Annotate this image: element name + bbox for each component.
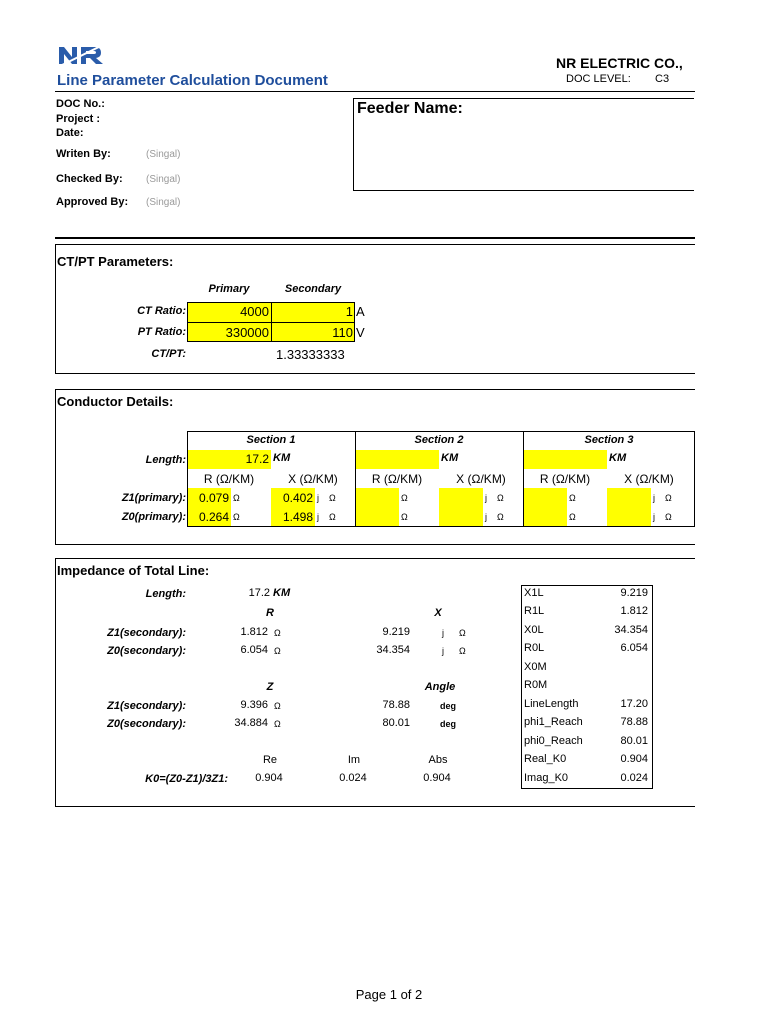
section-3-z0-r-ohm: Ω bbox=[569, 512, 576, 522]
angle-column-header: Angle bbox=[424, 681, 456, 693]
z1-angle-deg: deg bbox=[440, 701, 457, 711]
section-3-x-highlight bbox=[607, 488, 651, 526]
section-1-z0-j: j bbox=[317, 512, 319, 522]
z0-magnitude-ohm: Ω bbox=[274, 719, 281, 729]
approved-by-label: Approved By: bbox=[56, 196, 129, 208]
z1-primary-label: Z1(primary): bbox=[121, 492, 186, 504]
doc-level-label: DOC LEVEL: bbox=[566, 73, 631, 85]
impedance-section-title: Impedance of Total Line: bbox=[57, 563, 210, 578]
summary-row-x1l-value: 9.219 bbox=[620, 587, 648, 599]
z0-secondary-r-ohm: Ω bbox=[274, 646, 281, 656]
z0-angle-deg: deg bbox=[440, 719, 457, 729]
ctpt-grid-h bbox=[187, 322, 355, 323]
cond-grid-v1 bbox=[187, 431, 188, 527]
approved-by-value: (Singal) bbox=[146, 197, 181, 208]
checked-by-value: (Singal) bbox=[146, 174, 181, 185]
section-2-r-highlight bbox=[355, 488, 399, 526]
summary-row-realk0-name: Real_K0 bbox=[524, 753, 567, 765]
section-2-block bbox=[355, 431, 523, 527]
abs-header: Abs bbox=[428, 754, 448, 766]
z1-angle: 78.88 bbox=[382, 699, 410, 711]
section-1-z0-x-ohm: Ω bbox=[329, 512, 336, 522]
z0-secondary-label: Z0(secondary): bbox=[107, 645, 186, 657]
section-2-z1-r-ohm: Ω bbox=[401, 493, 408, 503]
cond-grid-top bbox=[187, 431, 695, 432]
k0-abs: 0.904 bbox=[423, 772, 451, 784]
section-2-z0-r-ohm: Ω bbox=[401, 512, 408, 522]
summary-row-r1l-name: R1L bbox=[524, 605, 545, 617]
summary-row-phi0-value: 80.01 bbox=[620, 735, 648, 747]
section-3-header: Section 3 bbox=[584, 434, 634, 446]
section-1-header: Section 1 bbox=[246, 434, 296, 446]
section-2-z1-x-ohm: Ω bbox=[497, 493, 504, 503]
z1-secondary-r-ohm: Ω bbox=[274, 628, 281, 638]
z0-secondary-r: 6.054 bbox=[240, 644, 268, 656]
z0-magnitude: 34.884 bbox=[234, 717, 268, 729]
ctpt-secondary-header: Secondary bbox=[284, 283, 342, 295]
total-length-km: KM bbox=[273, 587, 291, 599]
ctpt-grid-right bbox=[354, 302, 355, 342]
section-1-km: KM bbox=[273, 452, 291, 464]
summary-row-x1l-name: X1L bbox=[524, 587, 544, 599]
section-1-z1-r[interactable]: 0.079 bbox=[198, 491, 229, 505]
section-1-block bbox=[187, 431, 355, 527]
ct-unit: A bbox=[356, 304, 365, 319]
section-1-z1-r-ohm: Ω bbox=[233, 493, 240, 503]
section-1-z1-x[interactable]: 0.402 bbox=[282, 491, 313, 505]
section-2-r-header: R (Ω/KM) bbox=[371, 472, 423, 486]
ct-secondary-value[interactable]: 1 bbox=[345, 304, 353, 319]
pt-primary-value[interactable]: 330000 bbox=[225, 325, 269, 340]
cond-grid-bottom bbox=[187, 526, 695, 527]
z1-secondary-label: Z1(secondary): bbox=[107, 627, 186, 639]
re-header: Re bbox=[262, 754, 278, 766]
z1-secondary-j: j bbox=[442, 628, 444, 638]
ctpt-grid-top bbox=[187, 302, 355, 303]
z1-secondary-r: 1.812 bbox=[240, 626, 268, 638]
section-3-length-highlight bbox=[523, 450, 607, 469]
section-1-r-header: R (Ω/KM) bbox=[203, 472, 255, 486]
section-2-header: Section 2 bbox=[414, 434, 464, 446]
z0-secondary-j: j bbox=[442, 646, 444, 656]
summary-row-realk0-value: 0.904 bbox=[620, 753, 648, 765]
section-3-z1-r-ohm: Ω bbox=[569, 493, 576, 503]
checked-by-label: Checked By: bbox=[56, 173, 123, 185]
conductor-section-title: Conductor Details: bbox=[57, 394, 174, 409]
z0-secondary-label-2: Z0(secondary): bbox=[107, 718, 186, 730]
ctpt-section-title: CT/PT Parameters: bbox=[57, 254, 174, 269]
section-1-z0-r[interactable]: 0.264 bbox=[198, 510, 229, 524]
section-2-z0-x-ohm: Ω bbox=[497, 512, 504, 522]
section-3-z0-x-ohm: Ω bbox=[665, 512, 672, 522]
section-3-block bbox=[523, 431, 695, 527]
summary-row-phi1-name: phi1_Reach bbox=[524, 716, 583, 728]
section-2-x-header: X (Ω/KM) bbox=[456, 472, 506, 486]
z1-magnitude-ohm: Ω bbox=[274, 701, 281, 711]
summary-row-x0l-value: 34.354 bbox=[614, 624, 648, 636]
ct-primary-value[interactable]: 4000 bbox=[240, 304, 269, 319]
project-label: Project : bbox=[56, 113, 101, 125]
x-column-header: X bbox=[434, 607, 442, 619]
summary-row-r0m-name: R0M bbox=[524, 679, 548, 691]
company-logo bbox=[57, 44, 107, 66]
summary-row-x0m-name: X0M bbox=[524, 661, 547, 673]
date-label: Date: bbox=[56, 127, 84, 139]
z0-primary-label: Z0(primary): bbox=[121, 511, 186, 523]
z1-secondary-x: 9.219 bbox=[382, 626, 410, 638]
ctpt-primary-header: Primary bbox=[208, 283, 250, 295]
summary-row-linelength-value: 17.20 bbox=[620, 698, 648, 710]
conductor-length-label: Length: bbox=[145, 454, 186, 466]
z0-angle: 80.01 bbox=[382, 717, 410, 729]
section-2-z0-j: j bbox=[485, 512, 487, 522]
summary-row-imagk0-name: Imag_K0 bbox=[524, 772, 569, 784]
ctpt-grid-bottom bbox=[187, 341, 355, 342]
summary-row-x0l-name: X0L bbox=[524, 624, 544, 636]
section-1-z1-j: j bbox=[317, 493, 319, 503]
section-3-r-header: R (Ω/KM) bbox=[539, 472, 591, 486]
company-name: NR ELECTRIC CO., bbox=[556, 55, 683, 71]
k0-real: 0.904 bbox=[255, 772, 283, 784]
pt-secondary-value[interactable]: 110 bbox=[332, 325, 353, 340]
cond-grid-v3 bbox=[523, 431, 524, 527]
summary-row-phi1-value: 78.88 bbox=[620, 716, 648, 728]
ctpt-ratio-value: 1.33333333 bbox=[276, 347, 345, 362]
summary-row-r1l-value: 1.812 bbox=[620, 605, 648, 617]
document-title: Line Parameter Calculation Document bbox=[57, 72, 328, 89]
z1-secondary-x-ohm: Ω bbox=[459, 628, 466, 638]
summary-row-r0l-name: R0L bbox=[524, 642, 545, 654]
k0-imag: 0.024 bbox=[339, 772, 367, 784]
section-3-km: KM bbox=[609, 452, 627, 464]
summary-row-r0l-value: 6.054 bbox=[620, 642, 648, 654]
section-2-km: KM bbox=[441, 452, 459, 464]
section-3-z0-j: j bbox=[653, 512, 655, 522]
summary-table bbox=[521, 585, 653, 789]
cond-grid-v4 bbox=[694, 431, 695, 527]
section-3-r-highlight bbox=[523, 488, 567, 526]
ctpt-top-rule bbox=[55, 237, 695, 239]
section-1-x-header: X (Ω/KM) bbox=[288, 472, 338, 486]
page-number: Page 1 of 2 bbox=[355, 987, 423, 1002]
im-header: Im bbox=[347, 754, 361, 766]
k0-label: K0=(Z0-Z1)/3Z1: bbox=[145, 773, 228, 785]
pt-ratio-label: PT Ratio: bbox=[137, 326, 186, 338]
written-by-value: (Singal) bbox=[146, 149, 181, 160]
summary-row-phi0-name: phi0_Reach bbox=[524, 735, 583, 747]
section-3-z1-x-ohm: Ω bbox=[665, 493, 672, 503]
section-1-z0-r-ohm: Ω bbox=[233, 512, 240, 522]
ct-ratio-label: CT Ratio: bbox=[137, 305, 186, 317]
section-2-z1-j: j bbox=[485, 493, 487, 503]
z1-secondary-label-2: Z1(secondary): bbox=[107, 700, 186, 712]
z-column-header: Z bbox=[266, 681, 274, 693]
total-length-label: Length: bbox=[145, 588, 186, 600]
z0-secondary-x: 34.354 bbox=[376, 644, 410, 656]
doc-level-value: C3 bbox=[655, 73, 670, 85]
header-rule bbox=[55, 91, 695, 92]
summary-row-imagk0-value: 0.024 bbox=[620, 772, 648, 784]
summary-row-linelength-name: LineLength bbox=[524, 698, 579, 710]
section-3-x-header: X (Ω/KM) bbox=[624, 472, 674, 486]
doc-no-label: DOC No.: bbox=[56, 98, 105, 110]
pt-unit: V bbox=[356, 325, 365, 340]
r-column-header: R bbox=[266, 607, 274, 619]
cond-grid-v2 bbox=[355, 431, 356, 527]
total-length-value: 17.2 bbox=[248, 587, 270, 599]
written-by-label: Writen By: bbox=[56, 148, 111, 160]
z0-secondary-x-ohm: Ω bbox=[459, 646, 466, 656]
feeder-name-label: Feeder Name: bbox=[357, 100, 463, 117]
z1-magnitude: 9.396 bbox=[240, 699, 268, 711]
section-1-z1-x-ohm: Ω bbox=[329, 493, 336, 503]
ctpt-ratio-label: CT/PT: bbox=[151, 348, 186, 360]
section-2-x-highlight bbox=[439, 488, 483, 526]
section-1-length[interactable]: 17.2 bbox=[245, 452, 269, 466]
section-2-length-highlight bbox=[355, 450, 439, 469]
section-3-z1-j: j bbox=[653, 493, 655, 503]
section-1-z0-x[interactable]: 1.498 bbox=[282, 510, 313, 524]
